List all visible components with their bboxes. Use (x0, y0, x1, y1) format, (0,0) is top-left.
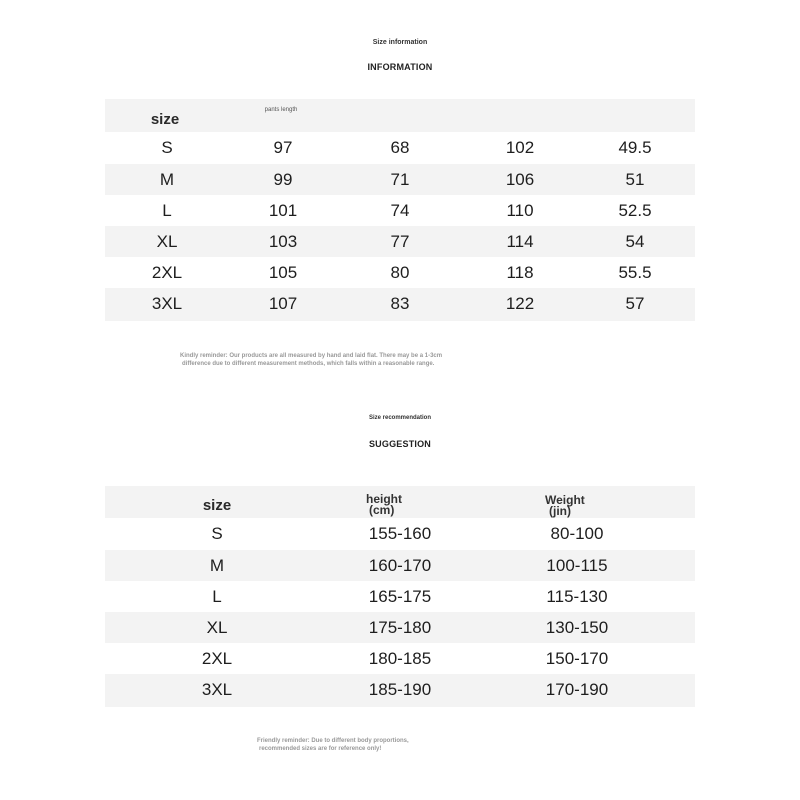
header-weight: Weight (545, 493, 585, 507)
cell-height: 155-160 (368, 524, 432, 543)
cell-col4: 122 (505, 294, 535, 313)
cell-size: 3XL (151, 294, 183, 313)
cell-pants-length: 103 (268, 232, 298, 251)
info-section-title: Size information (372, 39, 428, 46)
cell-size: L (212, 587, 222, 606)
cell-pants-length: 107 (268, 294, 298, 313)
table-row (105, 674, 695, 707)
cell-col3: 68 (390, 138, 410, 157)
cell-col3: 83 (390, 294, 410, 313)
cell-weight: 80-100 (550, 524, 604, 543)
table-row (105, 195, 695, 226)
header-height-unit: (cm) (369, 503, 395, 517)
recommendation-note (257, 737, 409, 753)
measurement-note-line2: difference due to different measurement methods, which falls within a reasonable range. (182, 361, 435, 367)
cell-size: S (161, 138, 173, 157)
info-section-subtitle: INFORMATION (367, 62, 433, 72)
cell-height: 165-175 (368, 587, 432, 606)
cell-col3: 77 (390, 232, 410, 251)
cell-weight: 130-150 (545, 618, 609, 637)
cell-size: XL (206, 618, 228, 637)
table-row (105, 288, 695, 321)
cell-size: 3XL (201, 680, 233, 699)
cell-weight: 100-115 (546, 556, 608, 575)
header-size: size (150, 111, 180, 128)
measurement-note-line1: Kindly reminder: Our products are all measured by hand and laid flat. There may be a 1-3cm (180, 353, 443, 359)
suggestion-section-subtitle: SUGGESTION (368, 439, 431, 449)
cell-pants-length: 101 (268, 201, 298, 220)
cell-col3: 80 (390, 263, 410, 282)
table-row (105, 550, 695, 581)
cell-col4: 102 (505, 138, 535, 157)
size-suggestion-table (105, 486, 695, 708)
cell-col5: 54 (625, 232, 645, 251)
measurement-note (180, 352, 442, 368)
cell-col4: 114 (506, 232, 534, 251)
cell-size: 2XL (151, 263, 183, 282)
cell-col3: 71 (390, 170, 410, 189)
cell-size: XL (156, 232, 178, 251)
cell-pants-length: 97 (273, 138, 293, 157)
table-row (105, 643, 695, 674)
cell-pants-length: 105 (268, 263, 298, 282)
size-info-table (105, 99, 695, 322)
cell-size: S (211, 524, 223, 543)
recommendation-note-line2: recommended sizes are for reference only! (259, 746, 382, 752)
cell-pants-length: 99 (273, 170, 293, 189)
table-row (105, 581, 695, 612)
cell-weight: 115-130 (546, 587, 608, 606)
cell-col5: 52.5 (618, 201, 652, 220)
table-row (105, 164, 695, 195)
table-row (105, 257, 695, 288)
cell-height: 175-180 (368, 618, 432, 637)
table-row (105, 133, 695, 164)
table-row (105, 226, 695, 257)
cell-height: 180-185 (368, 649, 432, 668)
cell-col4: 106 (505, 170, 535, 189)
cell-weight: 150-170 (545, 649, 609, 668)
table-header-row (105, 486, 695, 518)
header-pants-length: pants length (264, 107, 298, 113)
cell-col5: 57 (625, 294, 645, 313)
cell-size: M (159, 170, 175, 189)
cell-weight: 170-190 (545, 680, 609, 699)
table-header-row (105, 99, 695, 132)
cell-col5: 49.5 (618, 138, 652, 157)
suggestion-section-title: Size recommendation (368, 415, 431, 421)
cell-size: L (162, 201, 172, 220)
recommendation-note-line1: Friendly reminder: Due to different body proportions, (257, 738, 409, 744)
cell-size: 2XL (201, 649, 233, 668)
cell-col4: 110 (506, 201, 534, 220)
table-row (105, 612, 695, 643)
cell-col3: 74 (390, 201, 410, 220)
cell-height: 160-170 (368, 556, 432, 575)
cell-col4: 118 (506, 263, 534, 282)
cell-size: M (209, 556, 225, 575)
cell-height: 185-190 (368, 680, 432, 699)
table-row (105, 519, 695, 550)
cell-col5: 55.5 (618, 263, 652, 282)
cell-col5: 51 (625, 170, 645, 189)
header-size: size (202, 497, 232, 514)
header-weight-unit: (jin) (549, 504, 571, 518)
header-height: height (366, 492, 402, 506)
